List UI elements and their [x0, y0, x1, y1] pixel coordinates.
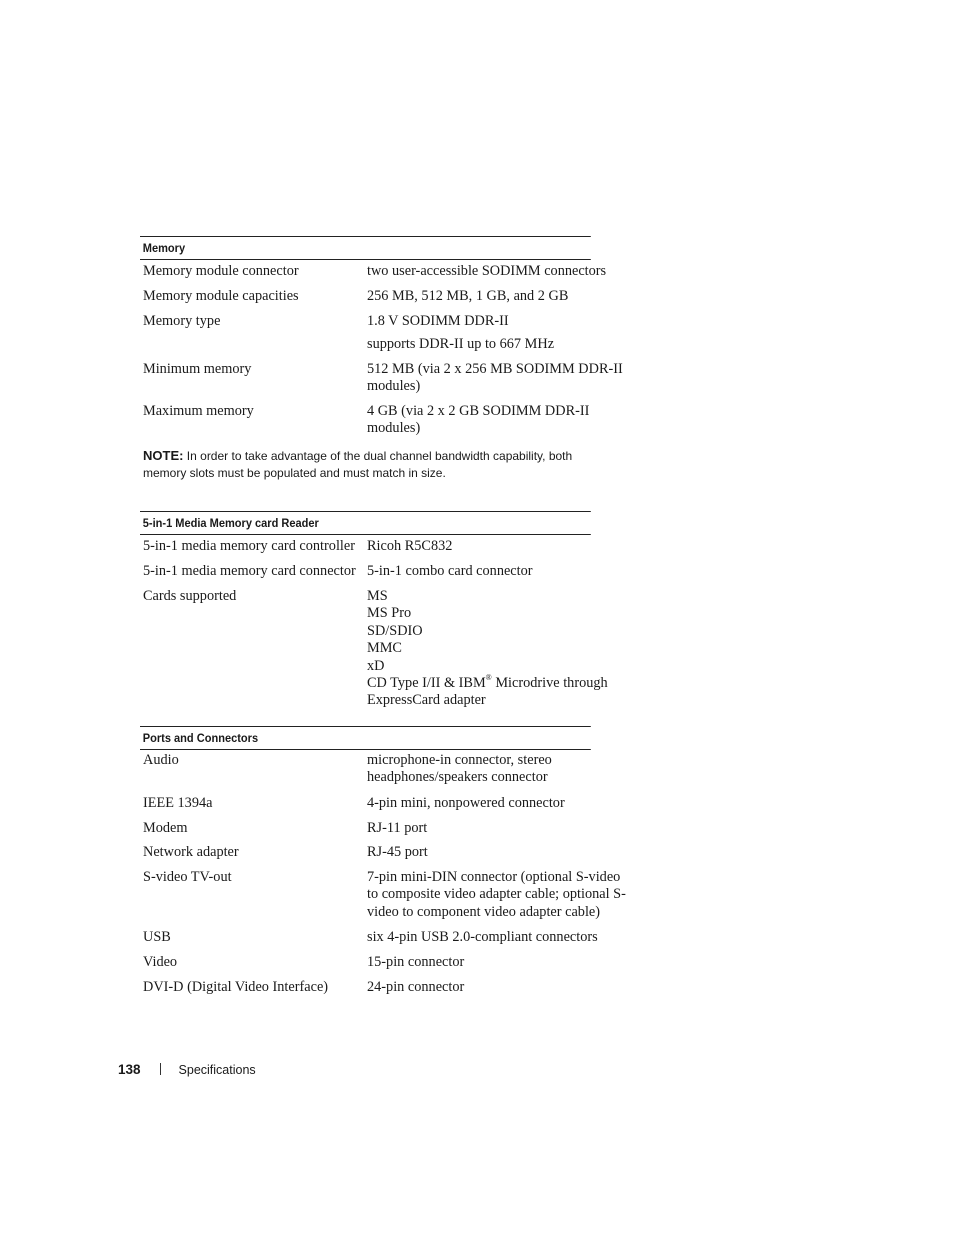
media-reader-rows [140, 535, 630, 710]
card-type-xd: xD [367, 657, 385, 674]
spec-row [140, 929, 630, 954]
spec-label: Audio [143, 752, 179, 768]
spec-row [140, 588, 630, 710]
card-type-ms-pro: MS Pro [367, 605, 412, 622]
spec-value: 4-pin mini, nonpowered connector [367, 795, 565, 811]
ports-section [140, 726, 630, 1004]
spec-row [140, 869, 630, 929]
spec-row [140, 263, 630, 288]
spec-label: Maximum memory [143, 403, 254, 419]
spec-row [140, 403, 630, 443]
spec-value: RJ-11 port [367, 820, 428, 836]
spec-label: DVI-D (Digital Video Interface) [143, 979, 329, 995]
spec-label: Memory type [143, 313, 221, 329]
spec-label: Memory module connector [143, 263, 299, 279]
card-type-cd-microdrive: CD Type I/II & IBM® Microdrive through ExpressCard adapter [367, 673, 608, 709]
spec-row [140, 313, 630, 336]
spec-row [140, 336, 630, 361]
note-label: NOTE: [143, 448, 184, 463]
spec-row [140, 538, 630, 563]
spec-label: 5-in-1 media memory card controller [143, 538, 355, 554]
spec-label: Network adapter [143, 844, 239, 860]
spec-value: two user-accessible SODIMM connectors [367, 263, 607, 279]
note-text: In order to take advantage of the dual channel bandwidth capability, both memory slots must be populated and must match in size. [143, 449, 573, 481]
ports-rows [140, 750, 630, 1004]
ports-heading: Ports and Connectors [140, 726, 591, 750]
card-type-sd-sdio: SD/SDIO [367, 622, 423, 639]
memory-section [140, 236, 630, 483]
memory-note [140, 447, 613, 483]
media-reader-section [140, 511, 630, 710]
spec-row [140, 795, 630, 820]
spec-value: Ricoh R5C832 [367, 538, 453, 554]
spec-label: Video [143, 954, 178, 970]
card-type-ms: MS [367, 588, 388, 604]
footer-section-name: Specifications [178, 1063, 256, 1077]
spec-label: S-video TV-out [143, 869, 232, 885]
registered-mark: ® [485, 673, 492, 683]
spec-label: IEEE 1394a [143, 795, 213, 811]
spec-row [140, 752, 630, 795]
spec-value: 24-pin connector [367, 979, 465, 995]
spec-row [140, 844, 630, 869]
spec-value: microphone-in connector, stereo headphones/speakers connector [367, 752, 552, 786]
spec-row [140, 288, 630, 313]
spec-value: 1.8 V SODIMM DDR-II [367, 313, 509, 329]
page-footer [118, 1061, 256, 1079]
spec-value: supports DDR-II up to 667 MHz [367, 336, 555, 352]
spec-label: Modem [143, 820, 188, 836]
spec-row [140, 361, 630, 403]
memory-heading: Memory [140, 236, 591, 260]
spec-label: 5-in-1 media memory card connector [143, 563, 356, 579]
spec-row [140, 954, 630, 979]
spec-value: 15-pin connector [367, 954, 465, 970]
page-number: 138 [118, 1062, 141, 1077]
spec-value: RJ-45 port [367, 844, 428, 860]
memory-rows [140, 260, 630, 443]
spec-value: six 4-pin USB 2.0-compliant connectors [367, 929, 598, 945]
spec-label: Memory module capacities [143, 288, 299, 304]
spec-value: 4 GB (via 2 x 2 GB SODIMM DDR-II modules) [367, 403, 590, 437]
card-type-mmc: MMC [367, 640, 402, 657]
footer-divider [160, 1063, 161, 1075]
spec-value: 7-pin mini-DIN connector (optional S-video to composite video adapter cable; optional S-video to component video adapter cable) [367, 869, 626, 920]
spec-value: 512 MB (via 2 x 256 MB SODIMM DDR-II modules) [367, 361, 623, 395]
spec-value: 5-in-1 combo card connector [367, 563, 533, 579]
media-reader-heading: 5-in-1 Media Memory card Reader [140, 511, 591, 535]
spec-row [140, 979, 630, 1004]
spec-row [140, 563, 630, 588]
spec-label: Cards supported [143, 588, 237, 604]
spec-value: 256 MB, 512 MB, 1 GB, and 2 GB [367, 288, 569, 304]
spec-label: USB [143, 929, 171, 945]
spec-label: Minimum memory [143, 361, 252, 377]
spec-row [140, 820, 630, 844]
